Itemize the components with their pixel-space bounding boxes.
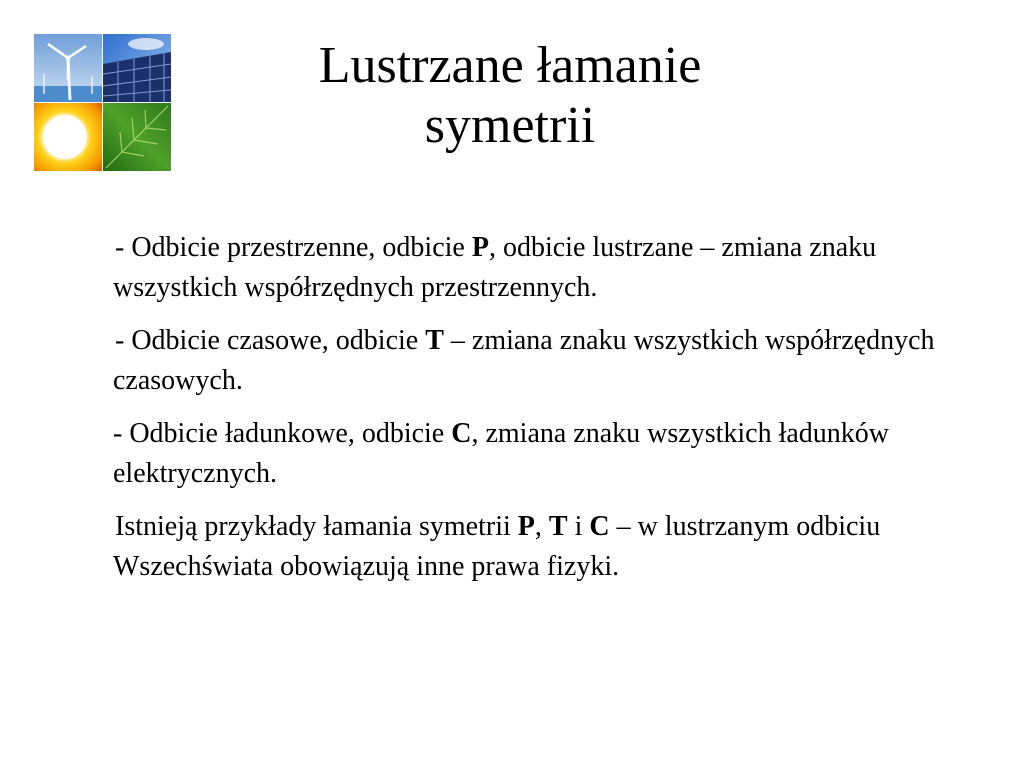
text-run: i [567, 511, 590, 542]
text-run: - Odbicie czasowe, odbicie [115, 325, 426, 356]
bold-symbol: C [589, 511, 610, 542]
body-paragraph [113, 414, 943, 494]
wind-turbine-icon [34, 34, 102, 102]
solar-panel-icon [103, 34, 171, 102]
energy-logo [34, 34, 171, 171]
bold-symbol: P [471, 232, 489, 263]
text-run: - Odbicie ładunkowe, odbicie [113, 418, 452, 449]
sun-icon [34, 103, 102, 171]
text-run: , zmiana znaku wszystkich ładunków elektrycznych. [113, 418, 890, 489]
slide-body [113, 228, 943, 600]
bold-symbol: T [425, 325, 444, 356]
bold-symbol: T [548, 511, 568, 542]
text-run: - Odbicie przestrzenne, odbicie [115, 232, 472, 263]
bold-symbol: C [451, 418, 472, 449]
leaf-icon [103, 103, 171, 171]
title-line-2: symetrii [424, 97, 596, 154]
text-run: – zmiana znaku wszystkich współrzędnych czasowych. [113, 325, 935, 396]
title-line-1: Lustrzane łamanie [318, 37, 702, 94]
text-run: Istnieją przykłady łamania symetrii [115, 511, 518, 542]
body-paragraph [113, 507, 943, 587]
body-paragraph [113, 228, 943, 308]
text-run: – w lustrzanym odbiciu Wszechświata obowiązują inne prawa fizyki. [113, 511, 881, 582]
text-run: , [534, 511, 549, 542]
bold-symbol: P [517, 511, 535, 542]
body-paragraph [113, 321, 943, 401]
slide-title [250, 36, 770, 156]
text-run: , odbicie lustrzane – zmiana znaku wszystkich współrzędnych przestrzennych. [113, 232, 877, 303]
